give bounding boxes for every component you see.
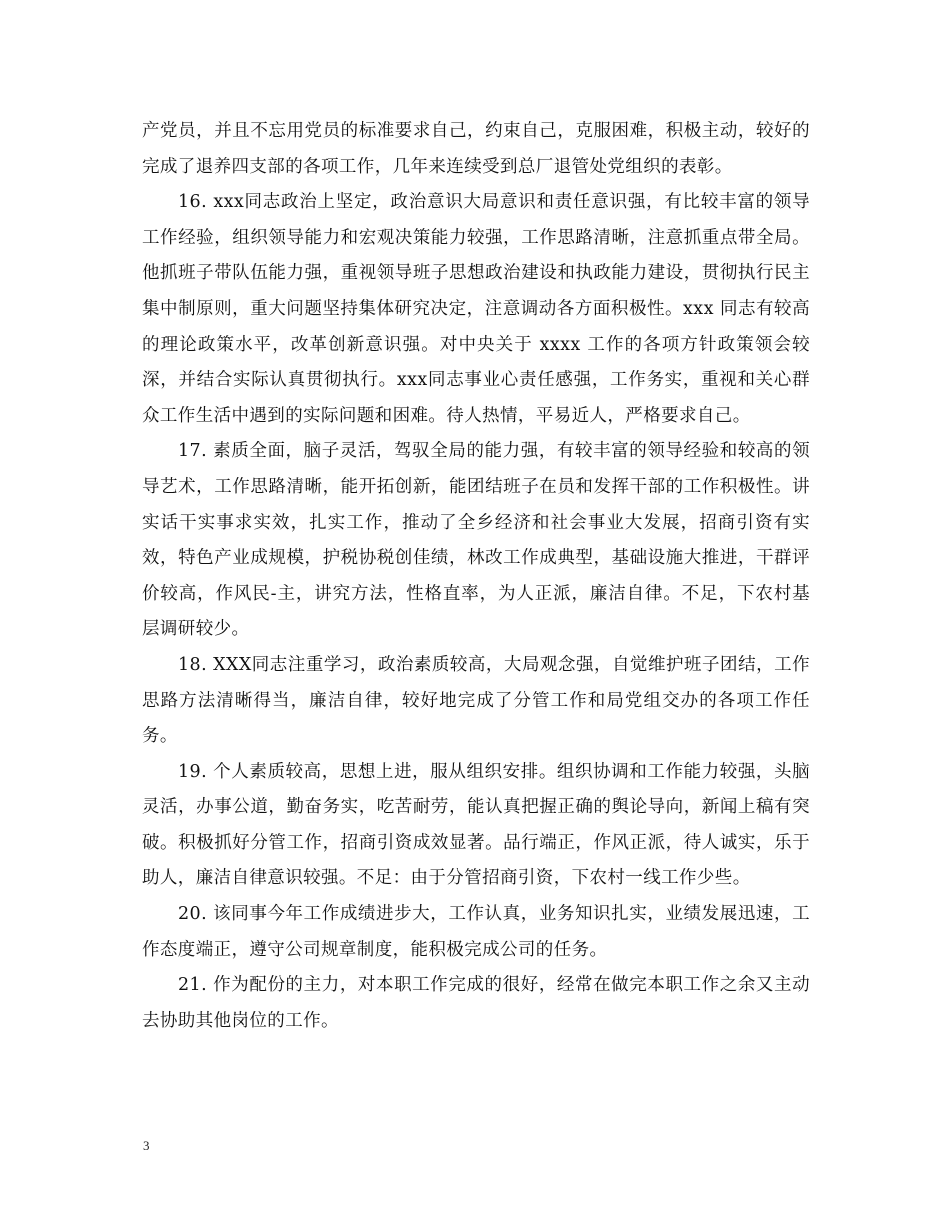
page-number: 3 [143,1138,150,1153]
paragraph-item-17: 17. 素质全面，脑子灵活，驾驭全局的能力强，有较丰富的领导经验和较高的领导艺术，工作思路清晰，能开拓创新，能团结班子在员和发挥干部的工作积极性。讲实话干实事求实效，扎实工作，推动了全乡经济和社会事业大发展，招商引资有实效，特色产业成规模，护税协税创佳绩，林改工作成典型，基础设施大推进，干群评价较高，作风民-主，讲究方法，性格直率，为人正派，廉洁自律。不足，下农村基层调研较少。 [142,441,810,640]
paragraph-item-21: 21. 作为配份的主力，对本职工作完成的很好，经常在做完本职工作之余又主动去协助其他岗位的工作。 [142,975,810,1031]
paragraph-item-18: 18. XXX同志注重学习，政治素质较高，大局观念强，自觉维护班子团结，工作思路方法清晰得当，廉洁自律，较好地完成了分管工作和局党组交办的各项工作任务。 [142,654,810,747]
paragraph-continuation: 产党员，并且不忘用党员的标准要求自己，约束自己，克服困难，积极主动，较好的完成了退养四支部的各项工作，几年来连续受到总厂退管处党组织的表彰。 [142,121,810,177]
document-body [142,114,810,1039]
paragraph-item-16: 16. xxx同志政治上坚定，政治意识大局意识和责任意识强，有比较丰富的领导工作经验，组织领导能力和宏观决策能力较强，工作思路清晰，注意抓重点带全局。他抓班子带队伍能力强，重视领导班子思想政治建设和执政能力建设，贯彻执行民主集中制原则，重大问题坚持集体研究决定，注意调动各方面积极性。xxx 同志有较高的理论政策水平，改革创新意识强。对中央关于 xxxx 工作的各项方针政策领会较深，并结合实际认真贯彻执行。xxx同志事业心责任感强，工作务实，重视和关心群众工作生活中遇到的实际问题和困难。待人热情，平易近人，严格要求自己。 [142,192,810,426]
paragraph-item-20: 20. 该同事今年工作成绩进步大，工作认真，业务知识扎实，业绩发展迅速，工作态度端正，遵守公司规章制度，能积极完成公司的任务。 [142,904,810,960]
paragraph-item-19: 19. 个人素质较高，思想上进，服从组织安排。组织协调和工作能力较强，头脑灵活，办事公道，勤奋务实，吃苦耐劳，能认真把握正确的舆论导向，新闻上稿有突破。积极抓好分管工作，招商引资成效显著。品行端正，作风正派，待人诚实，乐于助人，廉洁自律意识较强。不足：由于分管招商引资，下农村一线工作少些。 [142,761,810,889]
